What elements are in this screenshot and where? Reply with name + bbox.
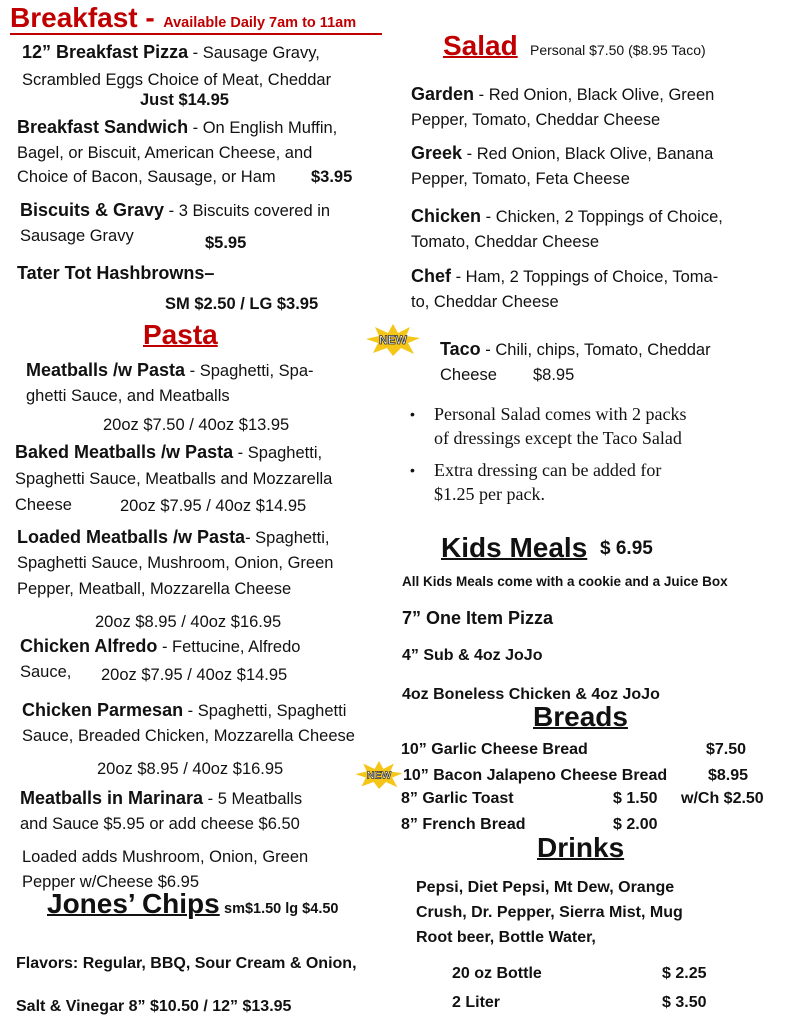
drinks-list: Crush, Dr. Pepper, Sierra Mist, Mug (416, 904, 683, 921)
item-name: Chicken Parmesan (22, 700, 184, 720)
item-name: Tater Tot Hashbrowns– (17, 263, 215, 283)
chips-flavors-2: Salt & Vinegar 8” $10.50 / 12” $13.95 (16, 998, 292, 1015)
item-desc: - Chili, chips, Tomato, Cheddar (480, 341, 711, 359)
item-desc: Sauce, Breaded Chicken, Mozzarella Cheese (22, 727, 355, 745)
item-name: Chef (411, 266, 451, 286)
svg-text:NEW: NEW (379, 333, 407, 347)
item-desc: - 5 Meatballs (203, 790, 303, 808)
item-desc: Bagel, or Biscuit, American Cheese, and (17, 144, 313, 162)
item-desc: - Spaghetti, (245, 529, 330, 547)
item-desc: - Red Onion, Black Olive, Green (474, 86, 715, 104)
item-desc: - Ham, 2 Toppings of Choice, Toma- (451, 268, 719, 286)
new-badge-icon (366, 324, 420, 356)
item-name: Meatballs /w Pasta (26, 360, 186, 380)
item-price: $3.95 (311, 168, 353, 186)
kids-item: 7” One Item Pizza (402, 608, 554, 628)
item-desc: Spaghetti Sauce, Meatballs and Mozzarella (15, 470, 333, 488)
bread-name: 10” Garlic Cheese Bread (401, 741, 588, 758)
item-desc: - Sausage Gravy, (188, 44, 320, 62)
item-name: Chicken (411, 206, 482, 226)
bullet-icon: • (410, 406, 415, 422)
item-price: 20oz $7.95 / 40oz $14.95 (101, 666, 288, 684)
chips-title: Jones’ Chips (47, 888, 220, 919)
salad-title: Salad (443, 30, 518, 61)
item-desc: - Fettucine, Alfredo (157, 638, 301, 656)
item-name: Baked Meatballs /w Pasta (15, 442, 234, 462)
meatballs-marinara (20, 788, 302, 809)
loaded-meatballs (17, 527, 329, 548)
item-desc: and Sauce $5.95 or add cheese $6.50 (20, 815, 300, 833)
chips-flavors: Flavors: Regular, BBQ, Sour Cream & Onion, (16, 955, 357, 972)
breakfast-hours: Available Daily 7am to 11am (163, 15, 357, 31)
chicken-alfredo (20, 636, 300, 657)
kids-item: 4oz Boneless Chicken & 4oz JoJo (402, 686, 660, 703)
item-name: Taco (440, 339, 481, 359)
item-desc: - Spaghetti, Spaghetti (183, 702, 347, 720)
kids-price: $ 6.95 (600, 538, 653, 559)
chips-price: sm$1.50 lg $4.50 (224, 901, 339, 917)
item-desc: Cheese (440, 366, 497, 384)
item-desc: - Red Onion, Black Olive, Banana (462, 145, 714, 163)
breakfast-pizza (22, 42, 320, 63)
item-desc: to, Cheddar Cheese (411, 293, 559, 311)
bullet-icon: • (410, 462, 415, 478)
item-price: $5.95 (205, 234, 247, 252)
drinks-list: Pepsi, Diet Pepsi, Mt Dew, Orange (416, 879, 675, 896)
item-desc: Pepper, Tomato, Feta Cheese (411, 170, 630, 188)
item-desc: Pepper, Meatball, Mozzarella Cheese (17, 580, 292, 598)
svg-text:NEW: NEW (366, 769, 392, 782)
item-desc: Sausage Gravy (20, 227, 134, 245)
drinks-title: Drinks (537, 832, 625, 863)
bread-name: 8” French Bread (401, 816, 526, 833)
item-price: Just $14.95 (140, 91, 229, 109)
salad-note: of dressings except the Taco Salad (434, 428, 682, 448)
item-price: 20oz $7.95 / 40oz $14.95 (120, 497, 307, 515)
item-desc: Sauce, (20, 663, 72, 681)
breakfast-header (10, 2, 382, 35)
baked-meatballs (15, 442, 322, 463)
item-desc: Pepper, Tomato, Cheddar Cheese (411, 111, 661, 129)
salad-chef (411, 266, 718, 287)
bread-price: $ 2.00 (613, 816, 658, 833)
item-name: Garden (411, 84, 475, 104)
salad-chicken (411, 206, 723, 227)
salad-price: Personal $7.50 ($8.95 Taco) (530, 42, 706, 58)
item-desc: - Spaghetti, (233, 444, 323, 462)
salad-note: Personal Salad comes with 2 packs (434, 404, 687, 424)
item-desc: Choice of Bacon, Sausage, or Ham (17, 168, 276, 186)
bread-name: 8” Garlic Toast (401, 790, 514, 807)
item-name: Loaded Meatballs /w Pasta (17, 527, 246, 547)
item-desc: - Spaghetti, Spa- (185, 362, 314, 380)
drink-name: 20 oz Bottle (452, 965, 542, 982)
item-desc: Loaded adds Mushroom, Onion, Green (22, 848, 309, 866)
item-name: Meatballs in Marinara (20, 788, 204, 808)
kids-item: 4” Sub & 4oz JoJo (402, 647, 543, 664)
new-badge-icon (354, 761, 404, 789)
item-price: SM $2.50 / LG $3.95 (165, 295, 319, 313)
item-desc: - Chicken, 2 Toppings of Choice, (481, 208, 723, 226)
salad-taco (440, 339, 711, 360)
pasta-title: Pasta (143, 319, 218, 350)
bread-extra-price: w/Ch $2.50 (681, 790, 764, 807)
breads-title: Breads (533, 701, 628, 732)
item-desc: Cheese (15, 496, 72, 514)
item-desc: Spaghetti Sauce, Mushroom, Onion, Green (17, 554, 334, 572)
item-desc: - 3 Biscuits covered in (164, 202, 331, 220)
biscuits-gravy (20, 200, 330, 221)
salad-garden (411, 84, 714, 105)
item-name: Breakfast Sandwich (17, 117, 189, 137)
item-name: Chicken Alfredo (20, 636, 158, 656)
item-desc: Tomato, Cheddar Cheese (411, 233, 600, 251)
item-price: $8.95 (533, 366, 575, 384)
bread-price: $ 1.50 (613, 790, 658, 807)
breakfast-title: Breakfast - (10, 2, 155, 33)
bread-price: $8.95 (708, 767, 749, 784)
drinks-list: Root beer, Bottle Water, (416, 929, 596, 946)
drink-price: $ 2.25 (662, 965, 707, 982)
item-name: Biscuits & Gravy (20, 200, 165, 220)
item-price: 20oz $7.50 / 40oz $13.95 (103, 416, 290, 434)
item-desc: ghetti Sauce, and Meatballs (26, 387, 230, 405)
kids-note: All Kids Meals come with a cookie and a Juice Box (402, 574, 728, 589)
salad-note: $1.25 per pack. (434, 484, 545, 504)
salad-greek (411, 143, 713, 164)
item-desc: Pepper w/Cheese $6.95 (22, 873, 200, 891)
item-desc: Scrambled Eggs Choice of Meat, Cheddar (22, 71, 332, 89)
item-price: 20oz $8.95 / 40oz $16.95 (97, 760, 284, 778)
bread-price: $7.50 (706, 741, 747, 758)
chicken-parmesan (22, 700, 346, 721)
item-price: 20oz $8.95 / 40oz $16.95 (95, 613, 282, 631)
bread-name: 10” Bacon Jalapeno Cheese Bread (403, 767, 668, 784)
meatballs-pasta (26, 360, 314, 381)
kids-title: Kids Meals (441, 532, 588, 563)
drink-price: $ 3.50 (662, 994, 707, 1011)
item-desc: - On English Muffin, (188, 119, 338, 137)
item-name: Greek (411, 143, 463, 163)
item-name: 12” Breakfast Pizza (22, 42, 189, 62)
drink-name: 2 Liter (452, 994, 501, 1011)
salad-note: Extra dressing can be added for (434, 460, 662, 480)
breakfast-sandwich (17, 117, 337, 138)
